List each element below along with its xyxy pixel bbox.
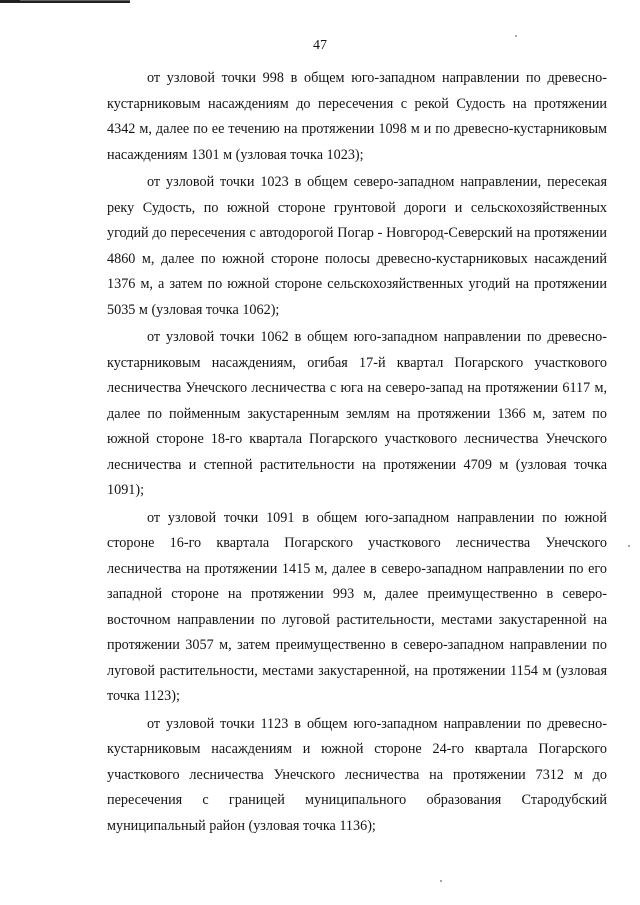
page-number: 47 bbox=[313, 38, 327, 53]
paragraph-1: от узловой точки 998 в общем юго-западном направлении по древесно-кустарниковым насаждениям до пересечения с рекой Судость на протяжении 4342 м, далее по ее течению на протяжении 1098 м и по древесно-кустарниковым насаждениям 1301 м (узловая точка 1023); bbox=[107, 70, 607, 163]
scan-speck bbox=[628, 545, 630, 547]
document-body bbox=[107, 66, 607, 839]
paragraph-4: от узловой точки 1091 в общем юго-западном направлении по южной стороне 16-го квартала Погарского участкового лесничества Унечского лесничества на протяжении 1415 м, далее в северо-западном направлении по его западной стороне на протяжении 993 м, далее преимущественно в северо-восточном направлении по луговой растительности, местами закустаренной на протяжении 3057 м, затем преимущественно в северо-западном направлении по луговой растительности, местами закустаренной, на протяжении 1154 м (узловая точка 1123); bbox=[107, 509, 607, 704]
top-scan-rule-thin bbox=[20, 0, 130, 1]
paragraph-2: от узловой точки 1023 в общем северо-западном направлении, пересекая реку Судость, по южной стороне грунтовой дороги и сельскохозяйственных угодий до пересечения с автодорогой Погар - Новгород-Северский на протяжении 4860 м, далее по южной стороне полосы древесно-кустарниковых насаждений 1376 м, а затем по южной стороне сельскохозяйственных угодий на протяжении 5035 м (узловая точка 1062); bbox=[107, 174, 607, 318]
paragraph-5: от узловой точки 1123 в общем юго-западном направлении по древесно-кустарниковым насаждениям и южной стороне 24-го квартала Погарского участкового лесничества Унечского лесничества на протяжении 7312 м до пересечения с границей муниципального образования Стародубский муниципальный район (узловая точка 1136); bbox=[107, 715, 607, 834]
scan-speck bbox=[440, 880, 442, 882]
paragraph-3: от узловой точки 1062 в общем юго-западном направлении по древесно-кустарниковым насаждениям, огибая 17-й квартал Погарского участкового лесничества Унечского лесничества с юга на северо-запад на протяжении 6117 м, далее по пойменным закустаренным землям на протяжении 1366 м, затем по южной стороне 18-го квартала Погарского участкового лесничества Унечского лесничества и степной растительности на протяжении 4709 м (узловая точка 1091); bbox=[107, 329, 607, 498]
scan-speck bbox=[515, 35, 517, 37]
